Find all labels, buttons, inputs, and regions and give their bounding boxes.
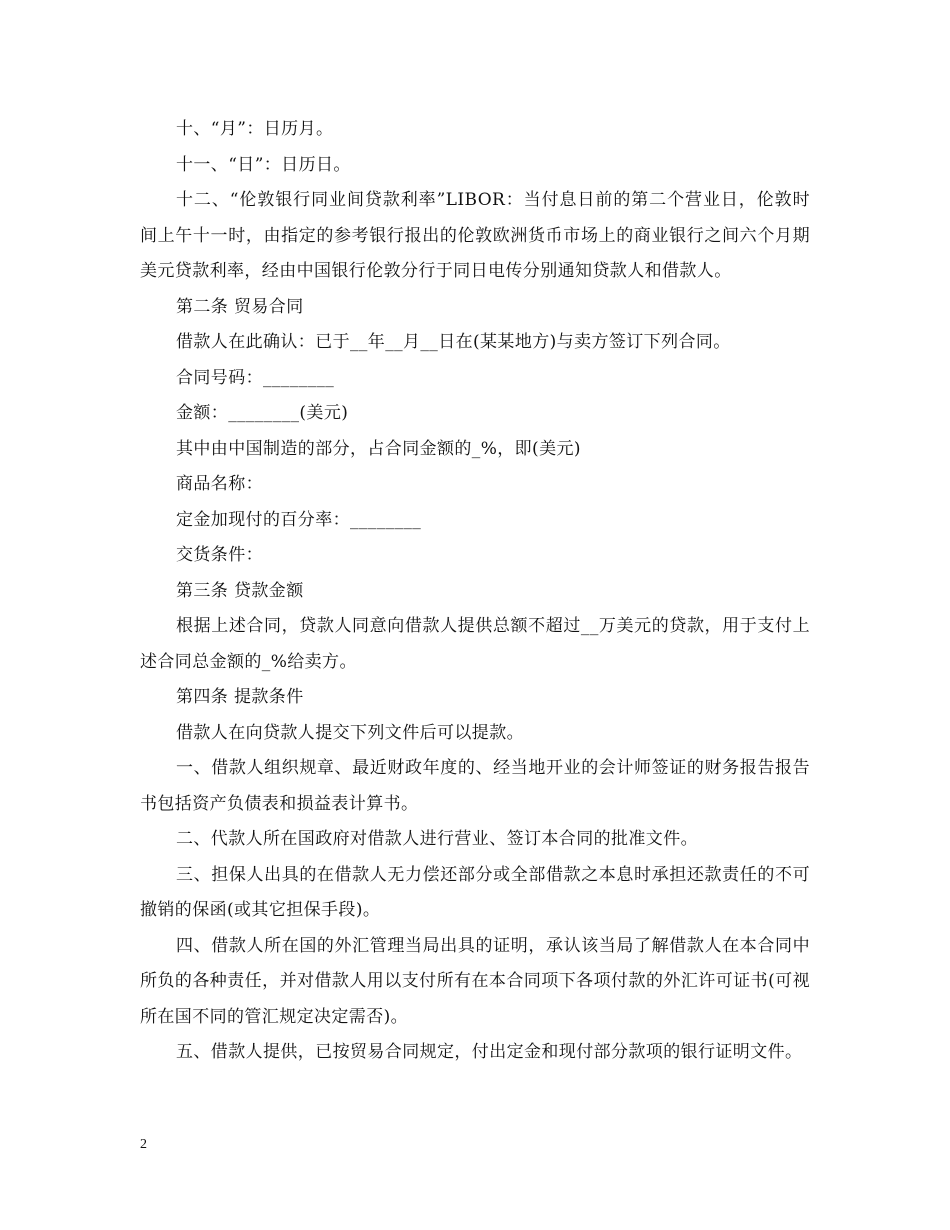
article-2-heading: 第二条 贸易合同 xyxy=(176,296,304,317)
paragraph-china-made-portion: 其中由中国制造的部分，占合同金额的_%，即(美元) xyxy=(176,438,581,459)
paragraph-loan-amount: 根据上述合同，贷款人同意向借款人提供总额不超过__万美元的贷款，用于支付上述合同总金额的_%给卖方。 xyxy=(140,616,810,672)
paragraph-definition-month: 十、“月”：日历月。 xyxy=(176,119,334,139)
paragraph-deposit-percentage: 定金加现付的百分率：________ xyxy=(176,509,422,530)
paragraph-definition-libor: 十二、“伦敦银行同业间贷款利率”LIBOR：当付息日前的第二个营业日，伦敦时间上午十一时，由指定的参考银行报出的伦敦欧洲货币市场上的商业银行之间六个月期美元贷款利率，经由中国银行伦敦分行于同日电传分别通知贷款人和借款人。 xyxy=(140,190,810,281)
paragraph-definition-day: 十一、“日”：日历日。 xyxy=(176,154,351,175)
article-3-heading: 第三条 贷款金额 xyxy=(176,580,304,601)
article-4-heading: 第四条 提款条件 xyxy=(176,687,304,707)
paragraph-condition-4: 四、借款人所在国的外汇管理当局出具的证明，承认该当局了解借款人在本合同中所负的各种责任，并对借款人用以支付所有在本合同项下各项付款的外汇许可证书(可视所在国不同的管汇规定决定需否)。 xyxy=(140,935,810,1027)
paragraph-condition-3: 三、担保人出具的在借款人无力偿还部分或全部借款之本息时承担还款责任的不可撤销的保函(或其它担保手段)。 xyxy=(140,864,810,920)
paragraph-goods-name: 商品名称： xyxy=(176,474,263,494)
paragraph-condition-1: 一、借款人组织规章、最近财政年度的、经当地开业的会计师签证的财务报告报告书包括资产负债表和损益表计算书。 xyxy=(140,758,810,814)
paragraph-condition-5: 五、借款人提供，已按贸易合同规定，付出定金和现付部分款项的银行证明文件。 xyxy=(176,1042,803,1062)
paragraph-amount: 金额：________(美元) xyxy=(176,403,349,423)
page-number: 2 xyxy=(140,1137,147,1152)
document-body xyxy=(140,112,810,1071)
paragraph-contract-number: 合同号码：________ xyxy=(176,367,335,388)
paragraph-drawdown-intro: 借款人在向贷款人提交下列文件后可以提款。 xyxy=(176,722,524,743)
paragraph-borrower-confirmation: 借款人在此确认：已于__年__月__日在(某某地方)与卖方签订下列合同。 xyxy=(176,332,731,352)
paragraph-delivery-terms: 交货条件： xyxy=(176,545,263,565)
paragraph-condition-2: 二、代款人所在国政府对借款人进行营业、签订本合同的批准文件。 xyxy=(176,829,698,849)
